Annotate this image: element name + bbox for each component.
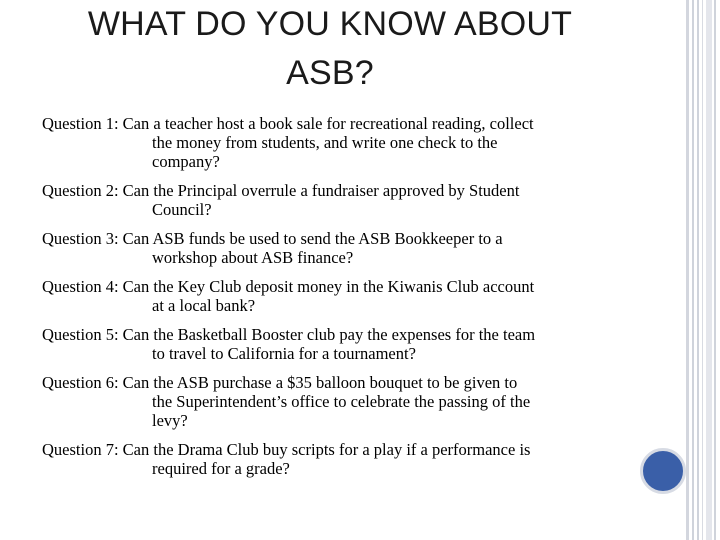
question-first-line xyxy=(42,277,622,296)
question-first-line xyxy=(42,229,622,248)
question-continuation: workshop about ASB finance? xyxy=(152,248,354,267)
question-item xyxy=(42,114,622,171)
question-item xyxy=(42,373,622,430)
question-first-line xyxy=(42,325,622,344)
question-list xyxy=(42,114,622,488)
question-text: Can ASB funds be used to send the ASB Bookkeeper to a xyxy=(122,229,503,248)
question-label: Question 1: xyxy=(42,114,119,133)
question-text: Can the ASB purchase a $35 balloon bouquet to be given to xyxy=(122,373,518,392)
question-item xyxy=(42,325,622,363)
border-line xyxy=(706,0,712,540)
circle-badge-decoration xyxy=(640,448,686,494)
border-line xyxy=(714,0,716,540)
question-continuation: the money from students, and write one check to the xyxy=(152,133,498,152)
question-label: Question 5: xyxy=(42,325,119,344)
question-continuation: Council? xyxy=(152,200,212,219)
question-text: Can the Basketball Booster club pay the expenses for the team xyxy=(122,325,536,344)
question-continuation: to travel to California for a tournament? xyxy=(152,344,416,363)
border-line xyxy=(692,0,694,540)
question-label: Question 7: xyxy=(42,440,119,459)
question-text: Can a teacher host a book sale for recreational reading, collect xyxy=(122,114,534,133)
question-continuation: company? xyxy=(152,152,220,171)
border-line xyxy=(702,0,703,540)
question-text: Can the Drama Club buy scripts for a play if a performance is xyxy=(122,440,531,459)
question-first-line xyxy=(42,440,622,459)
right-border-decoration xyxy=(686,0,720,540)
question-item xyxy=(42,181,622,219)
question-first-line xyxy=(42,181,622,200)
question-label: Question 4: xyxy=(42,277,119,296)
question-item xyxy=(42,229,622,267)
title-line-2: ASB? xyxy=(286,54,374,92)
question-label: Question 3: xyxy=(42,229,119,248)
border-line xyxy=(697,0,699,540)
title-line-1: WHAT DO YOU KNOW ABOUT xyxy=(87,5,573,43)
question-first-line xyxy=(42,114,622,133)
question-continuation: at a local bank? xyxy=(152,296,256,315)
question-first-line xyxy=(42,373,622,392)
question-item xyxy=(42,440,622,478)
question-label: Question 2: xyxy=(42,181,119,200)
question-label: Question 6: xyxy=(42,373,119,392)
question-text: Can the Principal overrule a fundraiser approved by Student xyxy=(122,181,520,200)
question-continuation: levy? xyxy=(152,411,188,430)
question-item xyxy=(42,277,622,315)
question-text: Can the Key Club deposit money in the Kiwanis Club account xyxy=(122,277,535,296)
question-continuation: the Superintendent’s office to celebrate the passing of the xyxy=(152,392,531,411)
question-continuation: required for a grade? xyxy=(152,459,290,478)
border-line xyxy=(686,0,689,540)
slide-title xyxy=(40,0,620,98)
